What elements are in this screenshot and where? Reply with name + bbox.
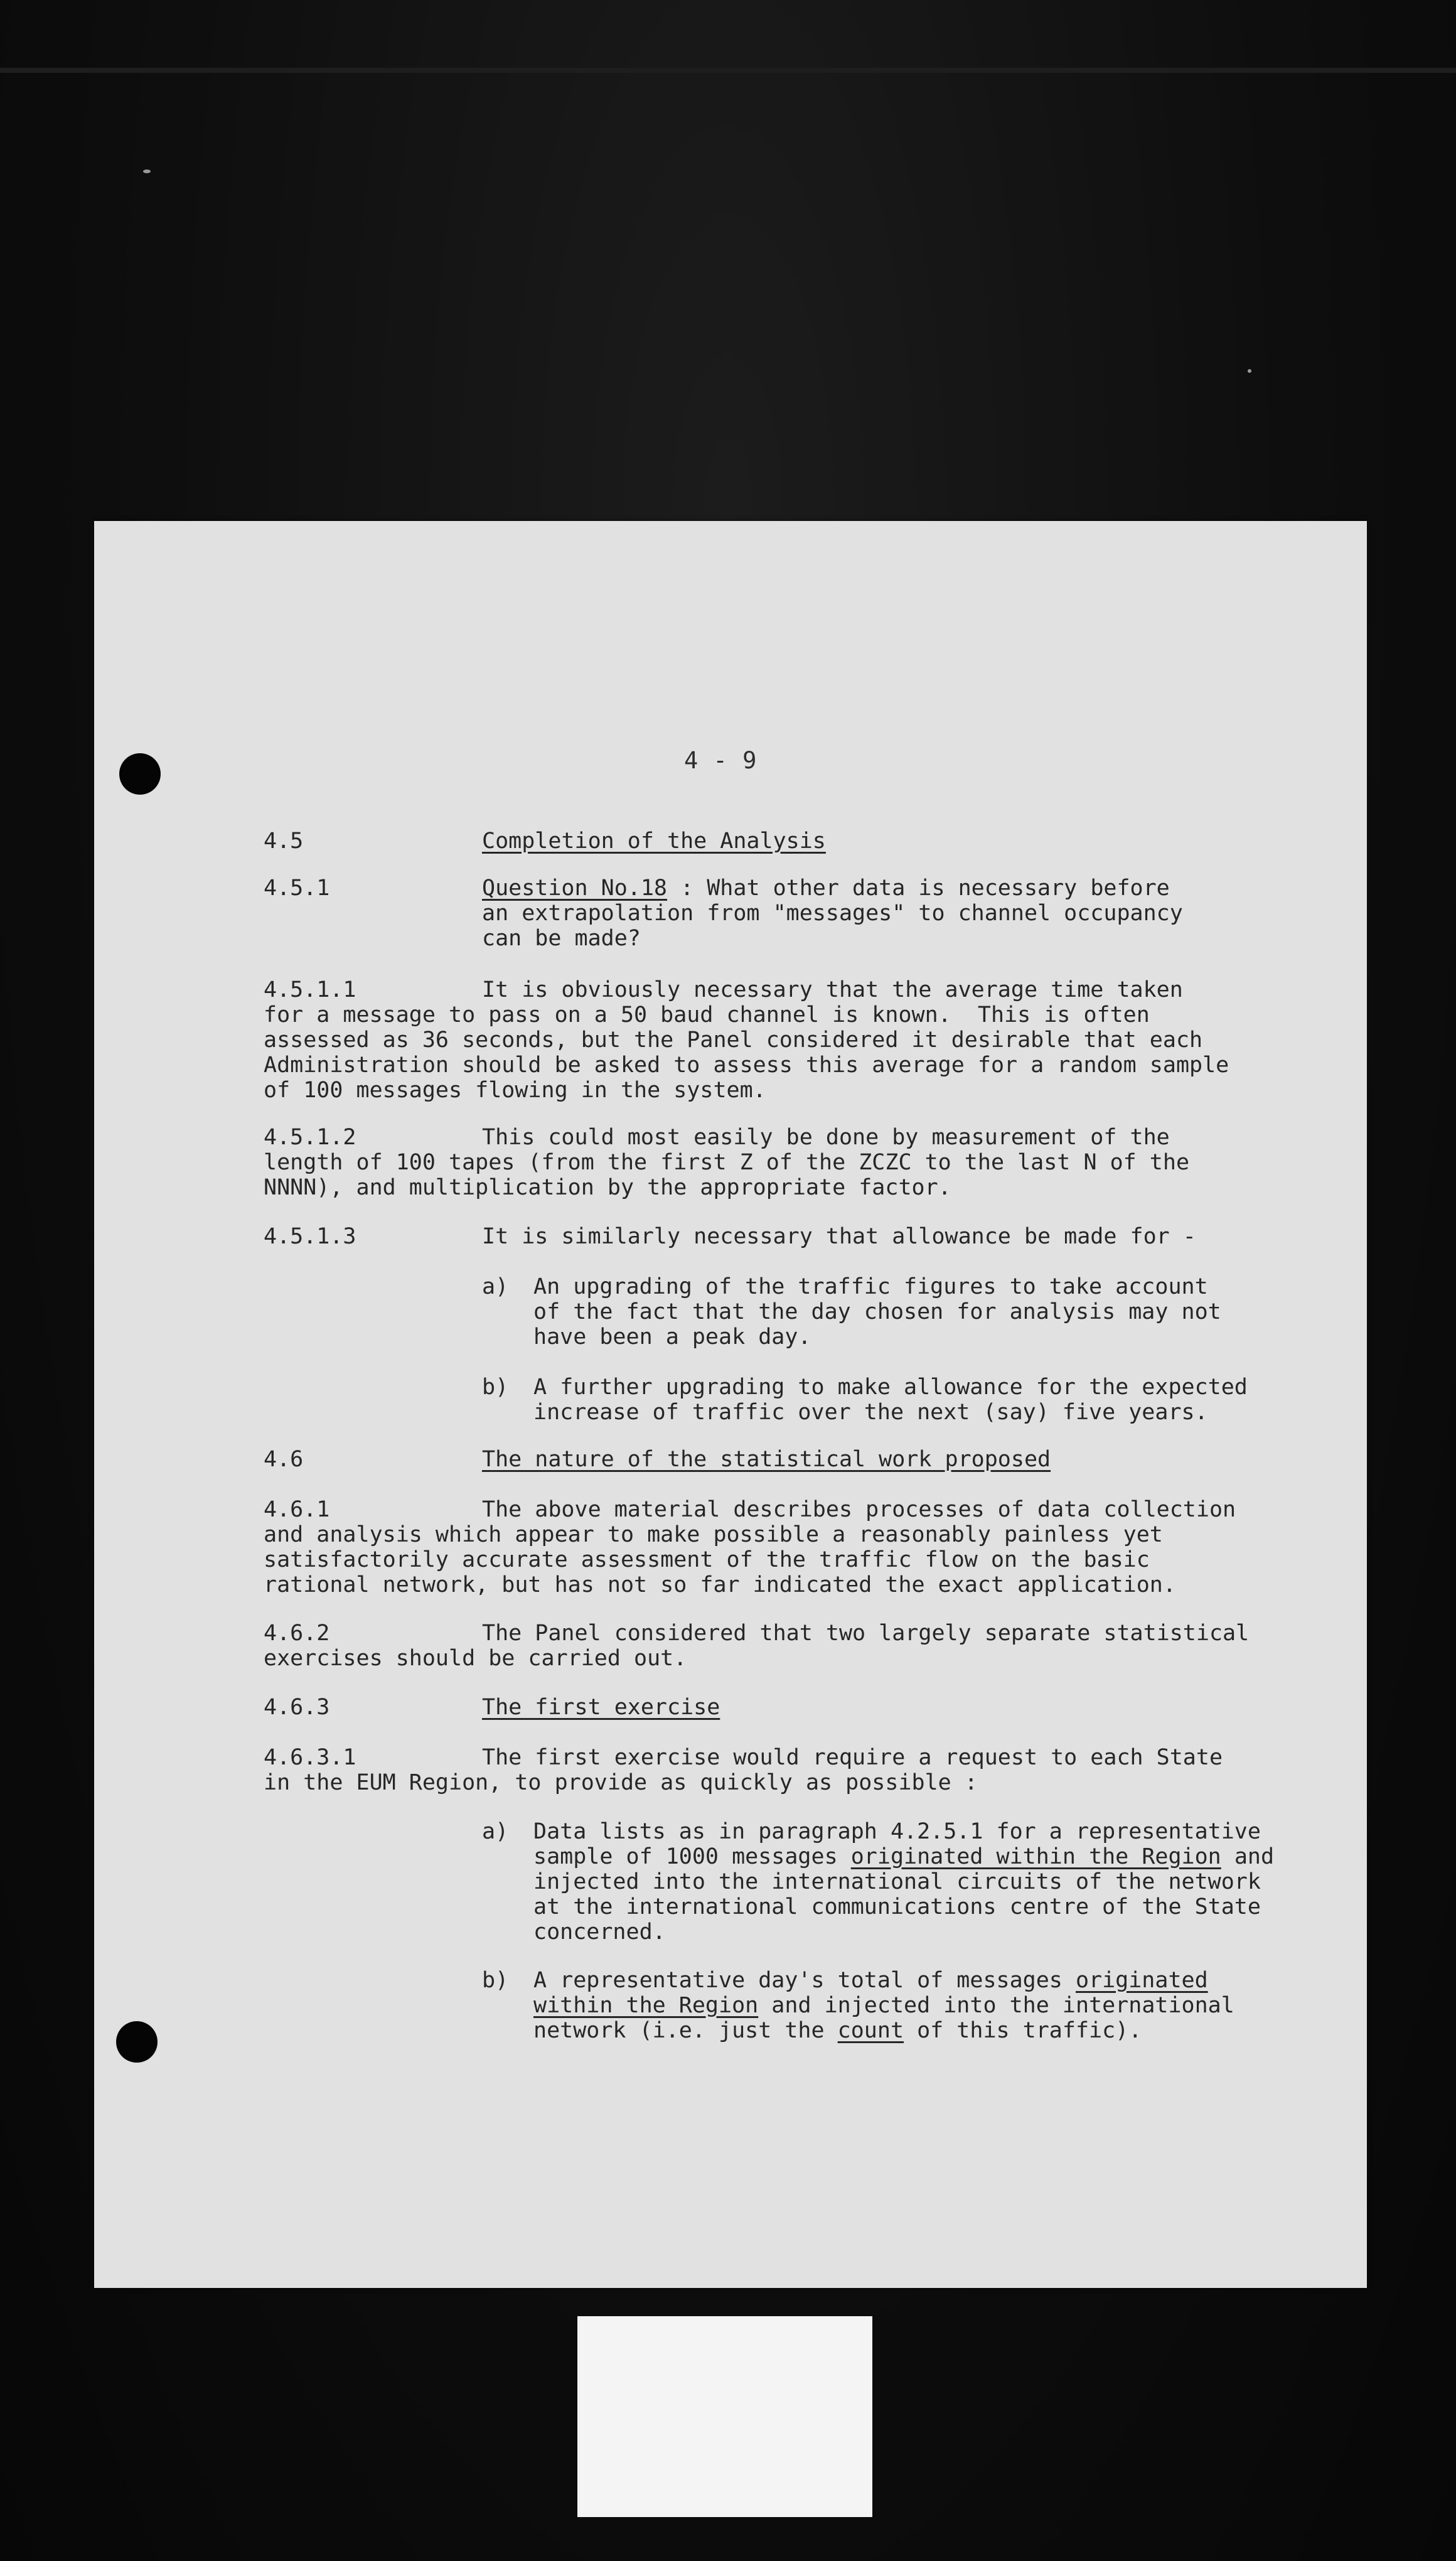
dust-speck [143, 169, 151, 173]
list-item-line: injected into the international circuits of the network [533, 1869, 1261, 1894]
underlined-phrase: originated within the Region [850, 1844, 1221, 1869]
section-heading: The nature of the statistical work proposed [482, 1447, 1051, 1472]
paragraph-line: rational network, but has not so far indicated the exact application. [264, 1572, 1176, 1597]
list-item-line: within the Region and injected into the international [533, 1993, 1234, 2018]
list-item-line: at the international communications centre of the State [533, 1894, 1261, 1919]
list-item-line: sample of 1000 messages originated within the Region and [533, 1844, 1275, 1869]
section-number: 4.6 [264, 1447, 304, 1472]
list-item-line: have been a peak day. [533, 1324, 811, 1350]
paragraph-line: This could most easily be done by measurement of the [482, 1125, 1170, 1150]
paragraph-line: It is obviously necessary that the average time taken [482, 977, 1183, 1002]
page-number: 4 - 9 [684, 747, 757, 774]
paragraph-line: The first exercise would require a request to each State [482, 1745, 1223, 1770]
section-number: 4.6.3 [264, 1695, 330, 1720]
list-item-label: b) [482, 1968, 509, 1993]
paragraph-line: It is similarly necessary that allowance be made for - [482, 1224, 1196, 1249]
dust-speck [1248, 369, 1251, 373]
list-item-label: b) [482, 1375, 509, 1400]
section-heading: Completion of the Analysis [482, 829, 826, 854]
section-number: 4.5.1.1 [264, 977, 356, 1002]
paragraph-line: of 100 messages flowing in the system. [264, 1078, 766, 1103]
list-item-line: increase of traffic over the next (say) five years. [533, 1400, 1208, 1425]
underlined-phrase: count [837, 2018, 904, 2043]
list-item: b) A further upgrading to make allowance for the expected [482, 1375, 1248, 1400]
list-item: a) Data lists as in paragraph 4.2.5.1 for a representative [482, 1819, 1261, 1844]
list-item-line: concerned. [533, 1919, 666, 1945]
list-item-line: of the fact that the day chosen for analysis may not [533, 1299, 1221, 1324]
film-edge-band [0, 68, 1456, 73]
list-item: b) A representative day's total of messages originated [482, 1968, 1208, 1993]
question-text-line: Question No.18 : What other data is necessary before [482, 876, 1170, 901]
paragraph-line: assessed as 36 seconds, but the Panel considered it desirable that each [264, 1028, 1203, 1053]
list-item-label: a) [482, 1274, 509, 1299]
paragraph-line: Administration should be asked to assess this average for a random sample [264, 1053, 1229, 1078]
question-text-line: can be made? [482, 926, 641, 951]
section-number: 4.6.2 [264, 1621, 330, 1646]
section-number: 4.5.1 [264, 876, 330, 901]
section-number: 4.6.1 [264, 1497, 330, 1522]
list-item-line: network (i.e. just the count of this traffic). [533, 2018, 1142, 2043]
paragraph-line: and analysis which appear to make possible a reasonably painless yet [264, 1522, 1163, 1547]
underlined-phrase: originated [1075, 1968, 1208, 1993]
list-item: a) An upgrading of the traffic figures to take account [482, 1274, 1208, 1299]
paragraph-line: The Panel considered that two largely separate statistical [482, 1621, 1250, 1646]
section-number: 4.5.1.3 [264, 1224, 356, 1249]
underlined-phrase: within the Region [533, 1993, 759, 2018]
section-heading: The first exercise [482, 1695, 720, 1720]
list-item-label: a) [482, 1819, 509, 1844]
paragraph-line: in the EUM Region, to provide as quickly as possible : [264, 1770, 978, 1795]
blank-label-card [577, 2316, 872, 2517]
paragraph-line: satisfactorily accurate assessment of the traffic flow on the basic [264, 1547, 1150, 1572]
section-number: 4.5.1.2 [264, 1125, 356, 1150]
question-label: Question No.18 [482, 876, 668, 901]
section-number: 4.5 [264, 829, 304, 854]
paragraph-line: for a message to pass on a 50 baud channel is known. This is often [264, 1002, 1150, 1028]
paragraph-line: The above material describes processes of data collection [482, 1497, 1236, 1522]
paragraph-line: length of 100 tapes (from the first Z of the ZCZC to the last N of the [264, 1150, 1190, 1175]
paragraph-line: NNNN), and multiplication by the appropriate factor. [264, 1175, 951, 1200]
punch-hole [119, 753, 161, 795]
paragraph-line: exercises should be carried out. [264, 1646, 687, 1671]
section-number: 4.6.3.1 [264, 1745, 356, 1770]
punch-hole [116, 2021, 158, 2063]
document-page [94, 521, 1367, 2288]
question-text-line: an extrapolation from "messages" to channel occupancy [482, 901, 1183, 926]
